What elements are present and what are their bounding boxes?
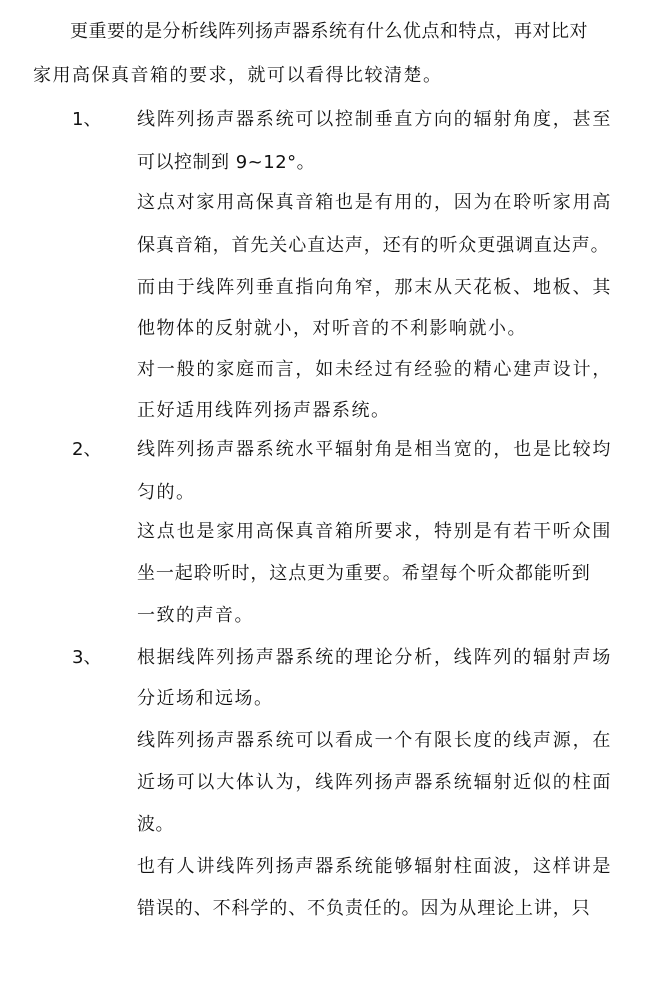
item-number: 1、: [72, 109, 102, 130]
paragraph-line: 近场可以大体认为，线阵列扬声器系统辐射近似的柱面: [137, 772, 613, 793]
intro-line: 更重要的是分析线阵列扬声器系统有什么优点和特点，再对比对: [70, 21, 588, 42]
item-heading-line: 可以控制到 9~12°。: [137, 152, 316, 173]
paragraph-line: 也有人讲线阵列扬声器系统能够辐射柱面波，这样讲是: [137, 856, 613, 877]
paragraph-line: 而由于线阵列垂直指向角窄，那末从天花板、地板、其: [137, 277, 613, 298]
paragraph-line: 对一般的家庭而言，如未经过有经验的精心建声设计，: [137, 359, 613, 380]
paragraph-line: 保真音箱，首先关心直达声，还有的听众更强调直达声。: [137, 235, 610, 256]
item-heading-line: 匀的。: [137, 482, 196, 503]
paragraph-line: 正好适用线阵列扬声器系统。: [137, 400, 391, 421]
paragraph-line: 错误的、不科学的、不负责任的。因为从理论上讲，只: [137, 898, 591, 919]
item-heading-line: 分近场和远场。: [137, 688, 274, 709]
item-heading-line: 根据线阵列扬声器系统的理论分析，线阵列的辐射声场: [137, 647, 613, 668]
paragraph-line: 这点对家用高保真音箱也是有用的，因为在聆听家用高: [137, 192, 613, 213]
item-heading-line: 线阵列扬声器系统水平辐射角是相当宽的，也是比较均: [137, 439, 613, 460]
item-number: 2、: [72, 439, 102, 460]
paragraph-line: 一致的声音。: [137, 605, 254, 626]
paragraph-line: 线阵列扬声器系统可以看成一个有限长度的线声源，在: [137, 730, 613, 751]
paragraph-line: 波。: [137, 814, 174, 835]
paragraph-line: 这点也是家用高保真音箱所要求，特别是有若干听众围: [137, 521, 613, 542]
paragraph-line: 他物体的反射就小，对听音的不利影响就小。: [137, 318, 527, 339]
item-number: 3、: [72, 647, 102, 668]
item-heading-line: 线阵列扬声器系统可以控制垂直方向的辐射角度，甚至: [137, 109, 613, 130]
intro-line: 家用高保真音箱的要求，就可以看得比较清楚。: [33, 65, 443, 86]
paragraph-line: 坐一起聆听时，这点更为重要。希望每个听众都能听到: [137, 563, 591, 584]
